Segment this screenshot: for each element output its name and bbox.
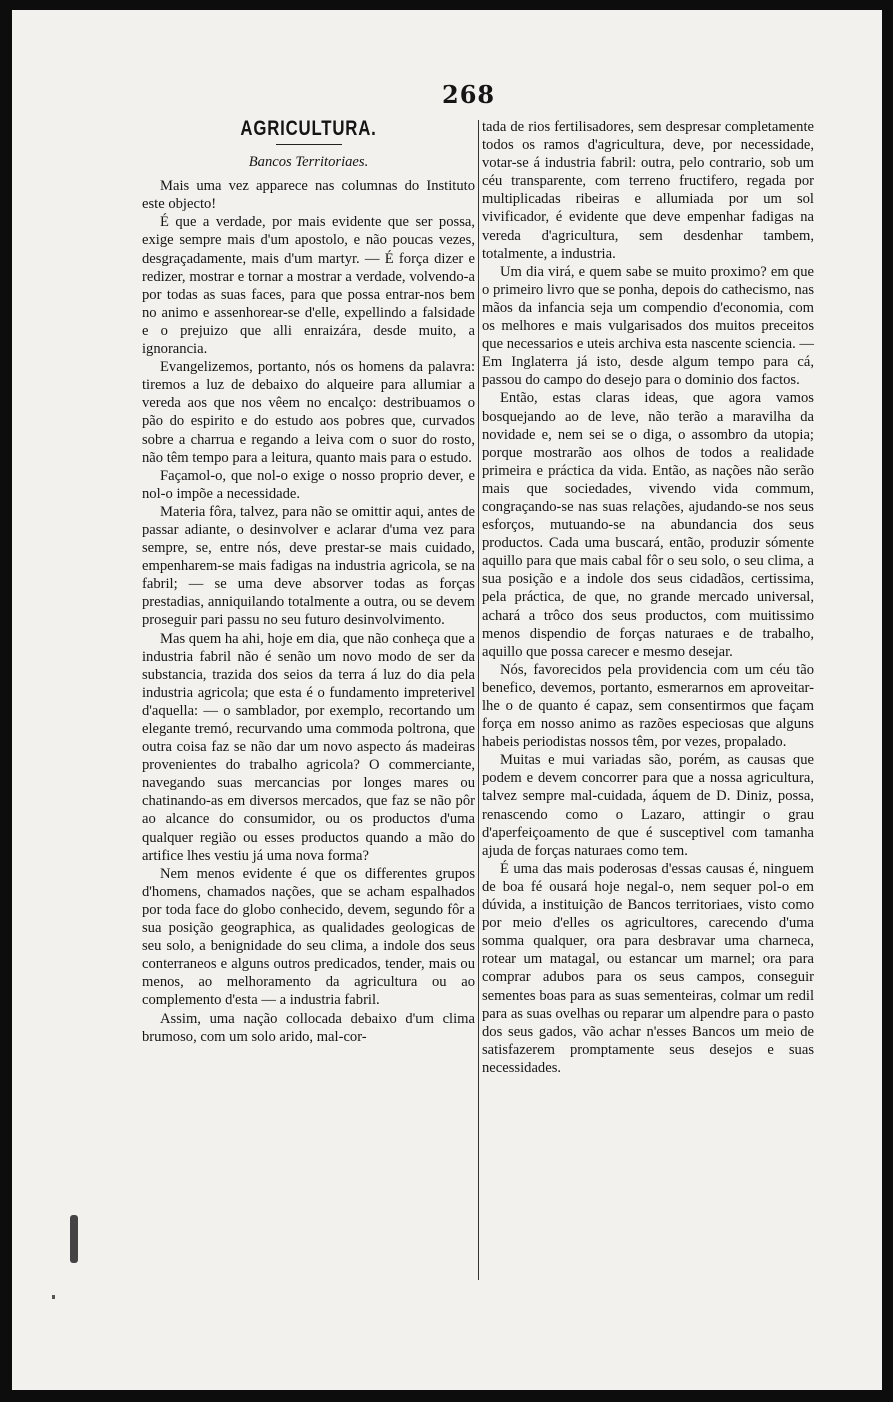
article-subtitle: Bancos Territoriaes. bbox=[248, 154, 369, 171]
ink-smudge bbox=[70, 1215, 78, 1263]
paragraph: É uma das mais poderosas d'essas causas é, ninguem de boa fé ousará hoje negal-o, nem sequer pol-o em dúvida, a instituição de Bancos territoriaes, visto como por meio d'elles os agricultores, carecendo d'uma somma qualquer, ora para desbravar uma charneca, rotear um matagal, ou estancar um marnel; ora para comprar adubos para os seus campos, conseguir sementes boas para as suas sementeiras, colmar um redil para as suas ovelhas ou reparar um alpendre para o pasto dos seus gados, vão achar n'esses Bancos um meio de satisfazerem promptamente seus desejos e suas necessidades. bbox=[482, 860, 814, 1076]
paragraph: tada de rios fertilisadores, sem despresar completamente todos os ramos d'agricultura, deve, por necessidade, votar-se á industria fabril: outra, pelo contrario, sob um céu transparente, com terreno fructifero, regada por multiplicadas ribeiras e allumiada por um sol vivificador, é evidente que deve empenhar fadigas na vereda d'agricultura, sem desdenhar tambem, totalmente, a industria. bbox=[482, 119, 814, 262]
section-title: AGRICULTURA. bbox=[240, 117, 377, 140]
paragraph: Um dia virá, e quem sabe se muito proximo? em que o primeiro livro que se ponha, depois do cathecismo, nas mãos da infancia seja um compendio d'economia, com os melhores e mais vulgarisados dos muitos preceitos que necessarios e uteis archiva esta nascente sciencia. — Em Inglaterra já isto, desde algum tempo para cá, passou do campo do desejo para o dominio dos factos. bbox=[482, 263, 814, 389]
paragraph: Mas quem ha ahi, hoje em dia, que não conheça que a industria fabril não é senão um novo modo de ser da substancia, trazida dos seios da terra á luz do dia pela industria agricola; que esta é o fundamento impreterivel d'aquella: — o samblador, por exemplo, recortando um elegante tremó, recurvando uma commoda poltrona, que outra coisa faz se não dar um novo aspecto ás madeiras provenientes do trabalho agricola? O commerciante, navegando suas mercancias por longes mares ou chatinando-as em diversos mercados, que faz se não pôr ao alcance do consumidor, ou os productos d'uma qualquer região ou esses productos quando a mão do artifice lhes vestiu já uma nova forma? bbox=[142, 630, 475, 864]
paragraph: Nem menos evidente é que os differentes grupos d'homens, chamados nações, que se acham espalhados por toda face do globo conhecido, devem, segundo fôr a sua posição geographica, as qualidades geologicas de seu solo, a benignidade do seu clima, a indole dos seus conterraneos e alguns outros predicados, tender, mais ou menos, ao melhoramento da agricultura ou ao complemento d'esta — a industria fabril. bbox=[142, 865, 475, 1009]
newspaper-page bbox=[12, 10, 882, 1390]
paragraph: Façamol-o, que nol-o exige o nosso proprio dever, e nol-o impõe a necessidade. bbox=[142, 467, 475, 502]
page-number: 268 bbox=[442, 80, 496, 109]
paragraph: Assim, uma nação collocada debaixo d'um clima brumoso, com um solo arido, mal-cor- bbox=[142, 1010, 475, 1045]
paragraph: Nós, favorecidos pela providencia com um céu tão benefico, devemos, portanto, esmerarnos em aproveitar-lhe o de quanto é capaz, sem consentirmos que façam força em nosso animo as razões especiosas que alguns habeis periodistas nossos têm, por vezes, propalado. bbox=[482, 661, 814, 751]
column-divider bbox=[478, 120, 479, 1280]
paragraph: É que a verdade, por mais evidente que ser possa, exige sempre mais d'um apostolo, e não poucas vezes, desgraçadamente, mais d'um martyr. — É força dizer e redizer, mostrar e tornar a mostrar a verdade, volvendo-a por todas as suas faces, para que possa entrar-nos bem no animo e assenhorear-se d'elle, expellindo a falsidade e o prejuizo que alli enraizára, desde muito, a ignorancia. bbox=[142, 214, 475, 358]
ink-speck bbox=[52, 1295, 55, 1299]
paragraph: Muitas e mui variadas são, porém, as causas que podem e devem concorrer para que a nossa agricultura, talvez sempre mal-cuidada, áquem de D. Diniz, possa, renascendo como o Lazaro, attingir o grau d'aperfeiçoamento de que é susceptivel com tamanha ajuda de forças naturaes como tem. bbox=[482, 752, 814, 859]
paragraph: Materia fôra, talvez, para não se omittir aqui, antes de passar adiante, o desinvolver e aclarar d'uma vez para sempre, se, entre nós, deve prestar-se mais cuidado, empenharem-se mais fadigas na industria agricola, se na fabril; — se uma deve absorver todas as forças prestadias, anniquilando totalmente a outra, ou se devem proseguir pari passu no seu futuro desinvolvimento. bbox=[142, 503, 475, 629]
title-rule bbox=[276, 144, 342, 145]
left-column bbox=[142, 118, 475, 1046]
paragraph: Evangelizemos, portanto, nós os homens da palavra: tiremos a luz de debaixo do alqueire para allumiar a vereda aos que nos vêem no encalço: destribuamos o pão do espirito e do estudo aos pobres que, curvados sobre a charrua e regando a leiva com o suor do rosto, não têm tempo para a leitura, quanto mais para o estudo. bbox=[142, 359, 475, 466]
paragraph: Mais uma vez apparece nas columnas do Instituto este objecto! bbox=[142, 178, 475, 213]
right-column bbox=[482, 118, 814, 1077]
paragraph: Então, estas claras ideas, que agora vamos bosquejando ao de leve, não terão a maravilha da novidade e, nem sei se o diga, o assombro da utopia; porque mostrarão aos olhos de todos a realidade primeira e práctica da vida. Então, as nações não serão mais que sociedades, vivendo vida commum, congraçando-se nas suas relações, ajudando-se nos seus esforços, mutuando-se na abundancia dos seus productos. Cada uma buscará, então, produzir sómente aquillo para que mais cabal fôr o seu solo, o seu clima, a sua posição e a indole dos seus cidadãos, certissima, pela práctica, de que, no grande mercado universal, achará a trôco dos seus productos, com muitissimo menos dispendio de forças naturaes e de trabalho, aquillo que possa carecer e mesmo desejar. bbox=[482, 390, 814, 660]
